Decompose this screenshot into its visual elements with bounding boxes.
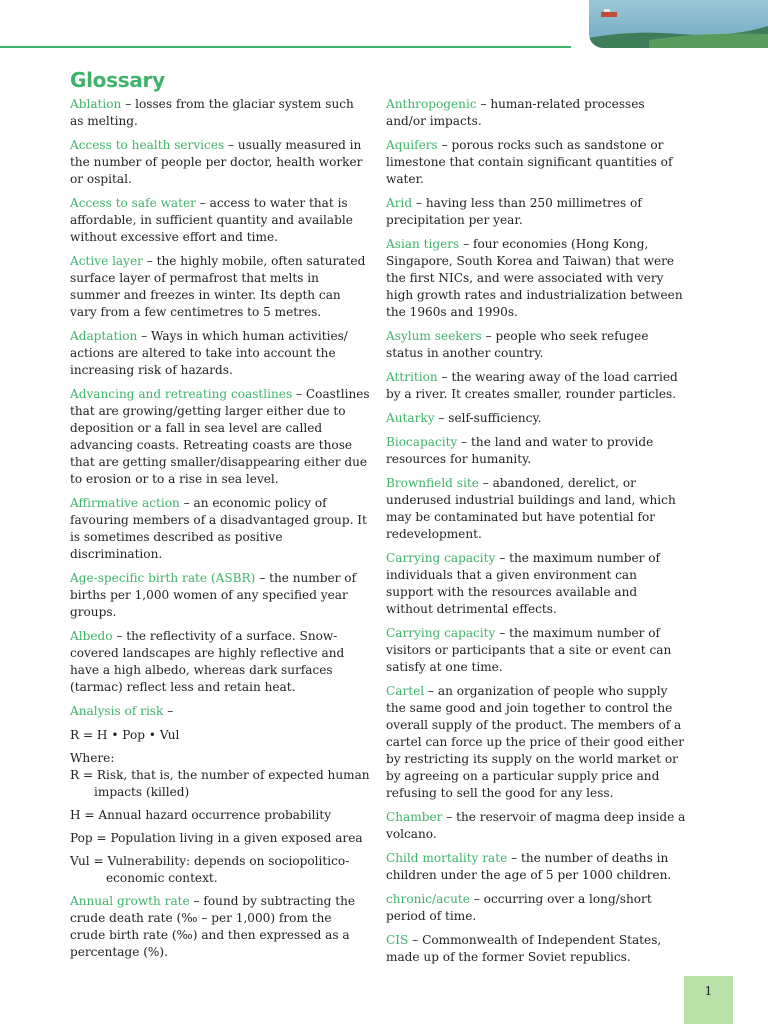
entry-term: Access to health services: [70, 138, 225, 152]
entry-definition: – usually measured in the number of people per doctor, health worker or ospital.: [70, 138, 363, 186]
risk-r-definition: [70, 767, 370, 801]
entry-term: Asylum seekers: [386, 329, 482, 343]
entry-term: Active layer: [70, 254, 143, 268]
right-column: [386, 96, 686, 973]
entry-definition: – abandoned, derelict, or underused industrial buildings and land, which may be contaminated but have potential for redevelopment.: [386, 476, 676, 541]
left-column: [70, 96, 370, 968]
glossary-entry: [70, 495, 370, 563]
glossary-entry: [386, 809, 686, 843]
entry-definition: – the number of deaths in children under the age of 5 per 1000 children.: [386, 851, 672, 882]
glossary-entry: [70, 703, 370, 720]
entry-definition: – the reflectivity of a surface. Snow-covered landscapes are highly reflective and have a high albedo, whereas dark surfaces (tarmac) reflect less and retain heat.: [70, 629, 345, 694]
glossary-entry: [70, 96, 370, 130]
entry-term: Aquifers: [386, 138, 438, 152]
entry-definition: – having less than 250 millimetres of precipitation per year.: [386, 196, 642, 227]
entry-term: Attrition: [386, 370, 438, 384]
risk-formula: R = H • Pop • Vul: [70, 728, 180, 742]
entry-definition: –: [163, 704, 174, 718]
glossary-entry: [386, 434, 686, 468]
page-number: 1: [704, 984, 713, 998]
risk-vul-text: Vul = Vulnerability: depends on sociopolitico-: [70, 854, 350, 868]
entry-term: Carrying capacity: [386, 551, 496, 565]
entry-definition: – Coastlines that are growing/getting larger either due to deposition or a fall in sea level are called advancing coasts. Retreating coasts are those that are getting smaller/disappearing either due to erosion or to a rise in sea level.: [70, 387, 370, 486]
entry-definition: – access to water that is affordable, in sufficient quantity and available without excessive effort and time.: [70, 196, 353, 244]
glossary-entry: [386, 137, 686, 188]
risk-r-text-cont: impacts (killed): [94, 785, 190, 799]
risk-pop-definition: Pop = Population living in a given exposed area: [70, 831, 363, 845]
entry-definition: – the reservoir of magma deep inside a volcano.: [386, 810, 686, 841]
glossary-entry: [386, 550, 686, 618]
glossary-entry: [386, 891, 686, 925]
glossary-entry: [386, 850, 686, 884]
entry-term: Adaptation: [70, 329, 138, 343]
entry-definition: – occurring over a long/short period of time.: [386, 892, 652, 923]
glossary-entry: [386, 236, 686, 321]
entry-term: Annual growth rate: [70, 894, 190, 908]
entry-definition: – Commonwealth of Independent States, made up of the former Soviet republics.: [386, 933, 662, 964]
entry-term: Analysis of risk: [70, 704, 164, 718]
entry-term: Advancing and retreating coastlines: [70, 387, 293, 401]
glossary-entry: [386, 683, 686, 802]
header-photo: [589, 0, 768, 48]
entry-term: Asian tigers: [386, 237, 460, 251]
entry-term: Access to safe water: [70, 196, 196, 210]
entry-definition: – people who seek refugee status in another country.: [386, 329, 649, 360]
entry-definition: – found by subtracting the crude death rate (‰ – per 1,000) from the crude birth rate (‰) and then expressed as a percentage (%).: [70, 894, 356, 959]
glossary-entry: [386, 410, 686, 427]
page-title: Glossary: [70, 68, 165, 92]
entry-term: Affirmative action: [70, 496, 180, 510]
entry-term: Albedo: [70, 629, 113, 643]
entry-term: Autarky: [386, 411, 435, 425]
glossary-entry: [70, 386, 370, 488]
entry-definition: – Ways in which human activities/ actions are altered to take into account the increasing risk of hazards.: [70, 329, 348, 377]
entry-term: CIS: [386, 933, 409, 947]
entry-definition: – the wearing away of the load carried by a river. It creates smaller, rounder particles.: [386, 370, 678, 401]
glossary-entry: [386, 475, 686, 543]
page-number-box: [684, 976, 733, 1024]
entry-definition: – self-sufficiency.: [434, 411, 542, 425]
entry-term: Brownfield site: [386, 476, 479, 490]
entry-definition: – the maximum number of individuals that a given environment can support with the resources available and without detrimental effects.: [386, 551, 661, 616]
entry-definition: – the highly mobile, often saturated surface layer of permafrost that melts in summer and freezes in winter. Its depth can vary from a few centimetres to 5 metres.: [70, 254, 366, 319]
entry-term: chronic/acute: [386, 892, 470, 906]
entry-definition: – the land and water to provide resources for humanity.: [386, 435, 654, 466]
glossary-entry: [386, 369, 686, 403]
glossary-entry: [386, 932, 686, 966]
glossary-entry: [70, 570, 370, 621]
entry-definition: – the number of births per 1,000 women of any specified year groups.: [70, 571, 357, 619]
entry-definition: – four economies (Hong Kong, Singapore, South Korea and Taiwan) that were the first NICs, and were associated with very high growth rates and industrialization between the 1960s and 1990s.: [386, 237, 683, 319]
glossary-entry: [386, 328, 686, 362]
entry-term: Ablation: [70, 97, 122, 111]
entry-term: Anthropogenic: [386, 97, 477, 111]
glossary-entry: [70, 195, 370, 246]
risk-where-label: Where:: [70, 751, 115, 765]
risk-vul-definition: [70, 853, 370, 887]
entry-definition: – the maximum number of visitors or participants that a site or event can satisfy at one time.: [386, 626, 672, 674]
risk-h-definition: H = Annual hazard occurrence probability: [70, 808, 332, 822]
entry-term: Chamber: [386, 810, 443, 824]
entry-definition: – porous rocks such as sandstone or limestone that contain significant quantities of water.: [386, 138, 673, 186]
glossary-entry: [70, 328, 370, 379]
glossary-entry: [70, 628, 370, 696]
glossary-entry: [386, 625, 686, 676]
glossary-entry: [70, 893, 370, 961]
entry-term: Carrying capacity: [386, 626, 496, 640]
glossary-entry: [70, 137, 370, 188]
risk-r-text: R = Risk, that is, the number of expected human: [70, 768, 370, 782]
glossary-entry: [386, 195, 686, 229]
header-rule: [0, 46, 571, 48]
risk-vul-text-cont: economic context.: [106, 871, 218, 885]
entry-term: Arid: [386, 196, 413, 210]
entry-term: Biocapacity: [386, 435, 458, 449]
entry-term: Child mortality rate: [386, 851, 508, 865]
risk-where: [70, 750, 370, 767]
glossary-entry: [70, 253, 370, 321]
glossary-entry: [386, 96, 686, 130]
entry-definition: – an economic policy of favouring members of a disadvantaged group. It is sometimes described as positive discrimination.: [70, 496, 367, 561]
entry-term: Age-specific birth rate (ASBR): [70, 571, 256, 585]
entry-definition: – losses from the glaciar system such as melting.: [70, 97, 354, 128]
entry-definition: – an organization of people who supply the same good and join together to control the overall supply of the product. The members of a cartel can force up the price of their good either by restricting its supply on the world market or by agreeing on a particular supply price and refusing to sell the good for any less.: [386, 684, 685, 800]
entry-term: Cartel: [386, 684, 425, 698]
entry-definition: – human-related processes and/or impacts.: [386, 97, 645, 128]
